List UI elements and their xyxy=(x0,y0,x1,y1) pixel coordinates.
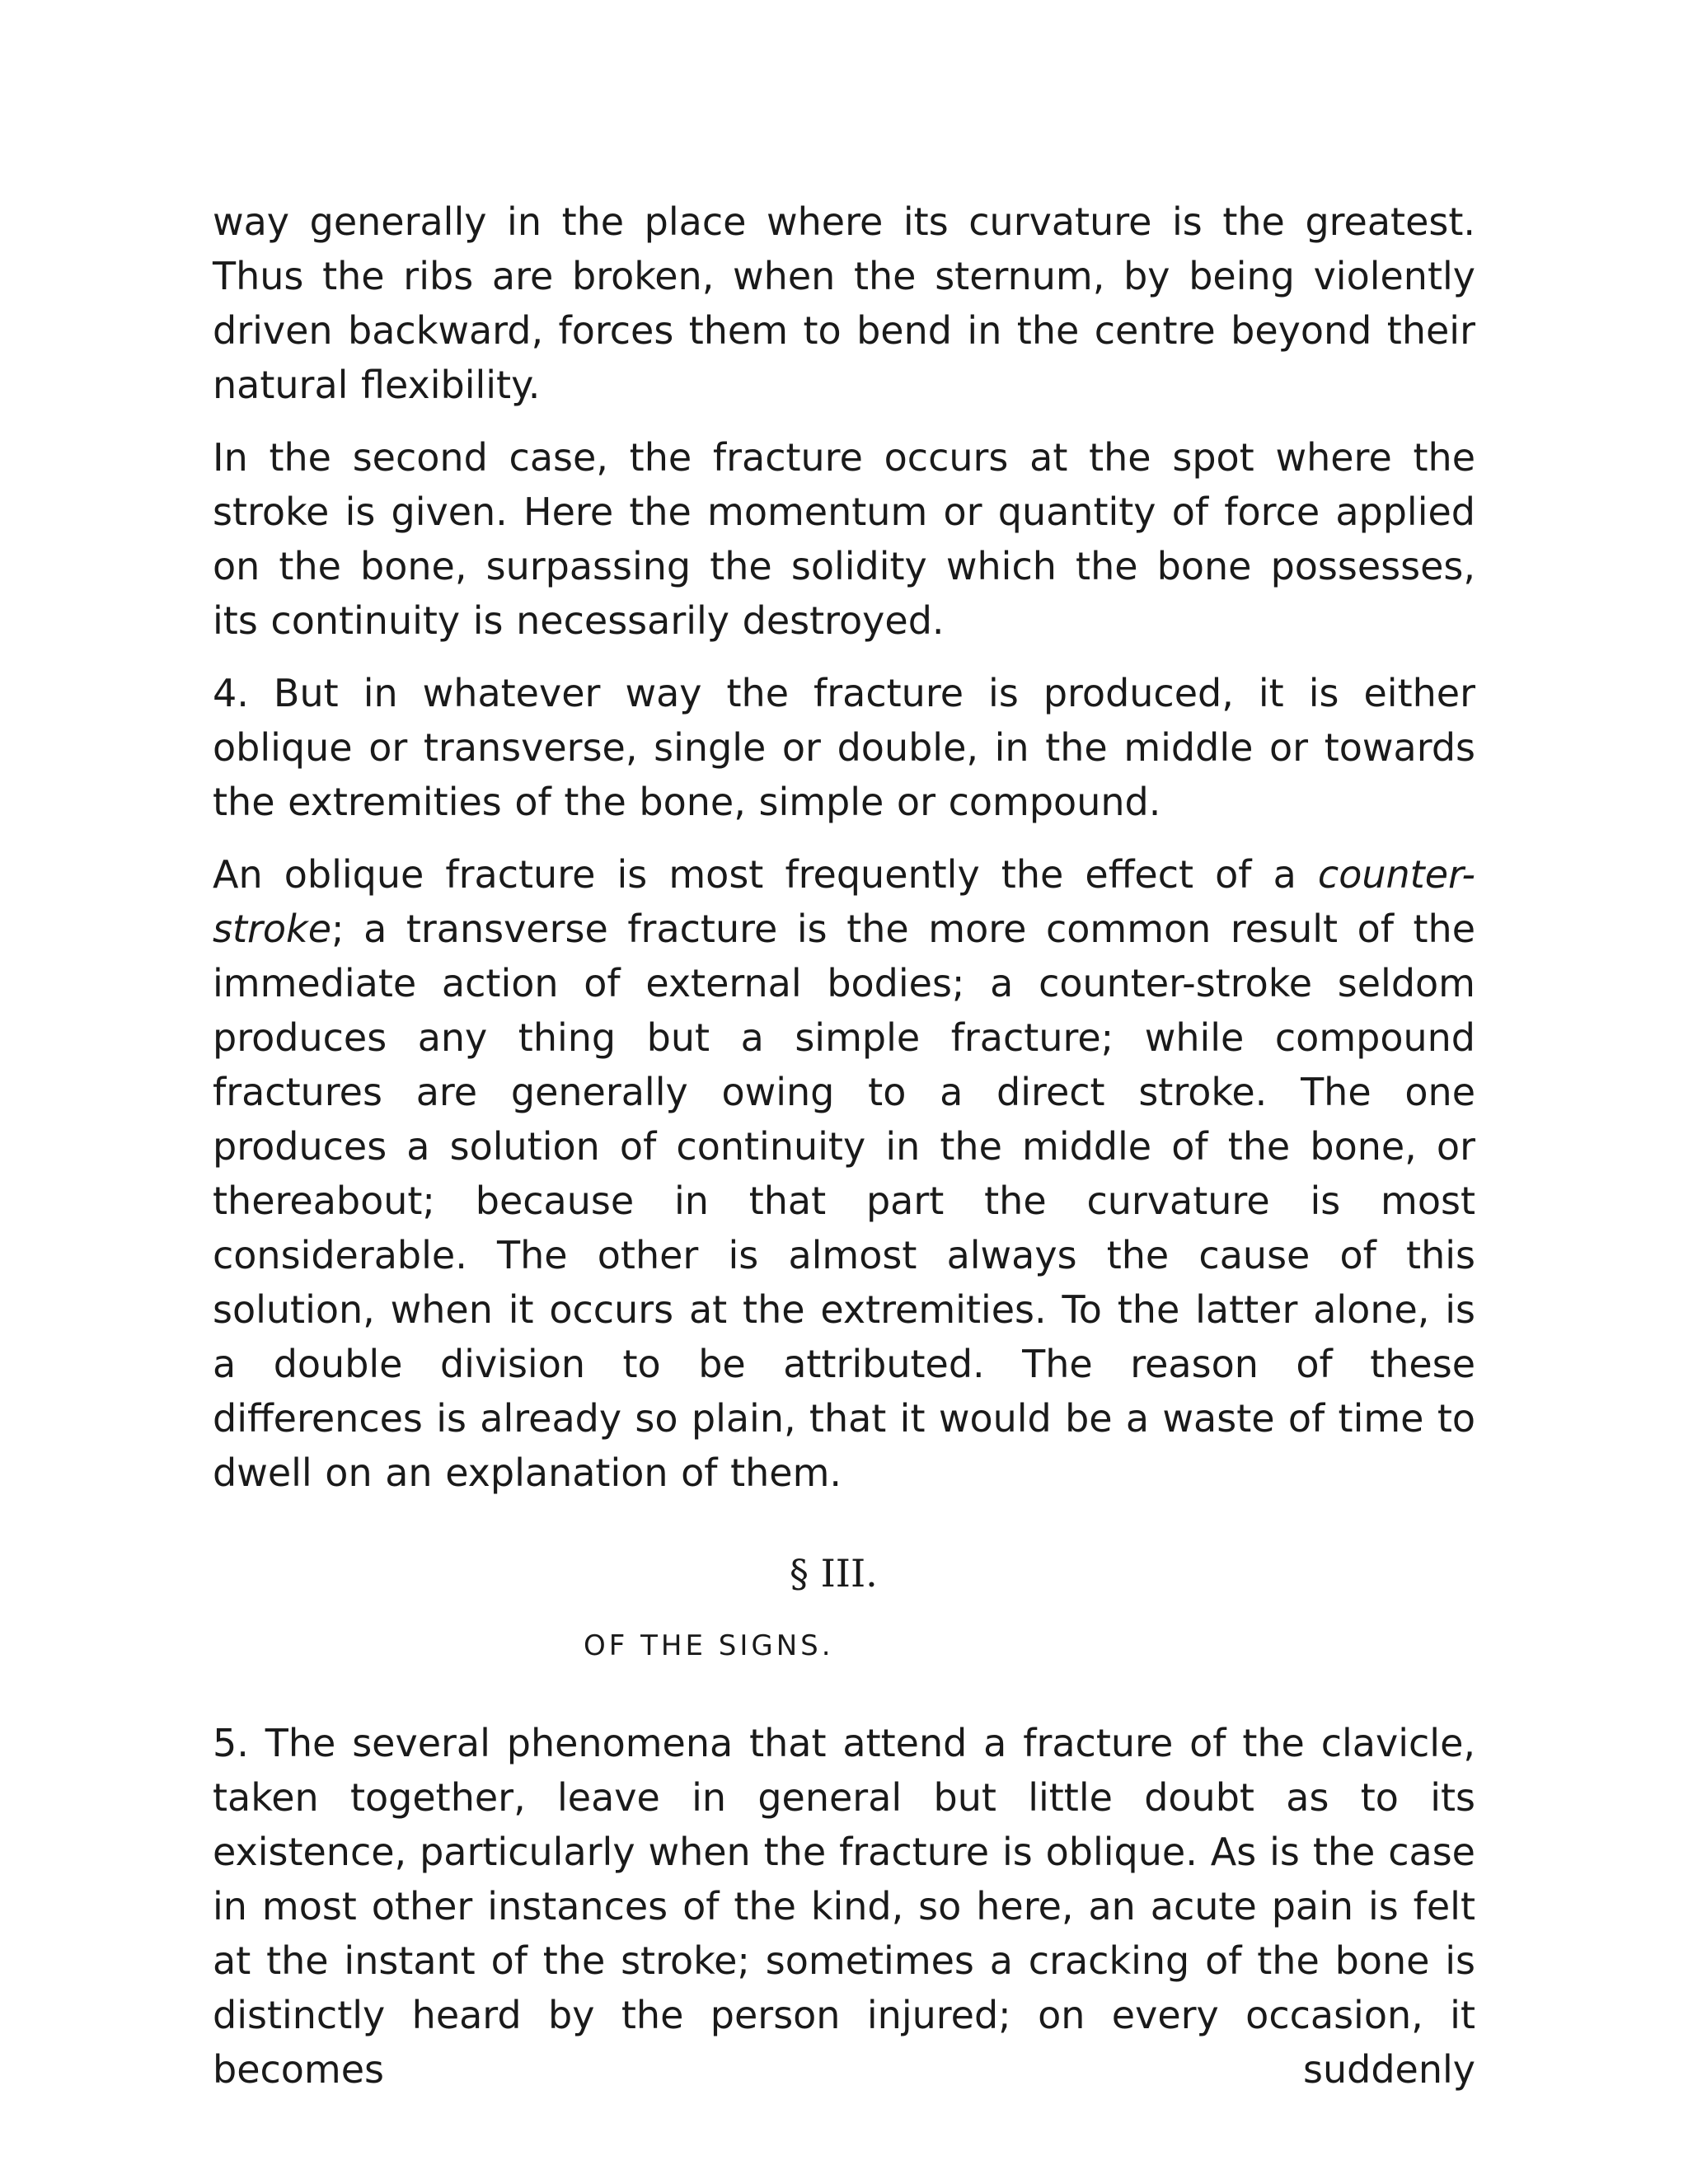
section-heading: § III. xyxy=(790,1551,878,1596)
section-subtitle: OF THE SIGNS. xyxy=(584,1629,834,1662)
paragraph-ribs: way generally in the place where its curvature is the greatest. Thus the ribs are broken, when the sternum, by being violently driven backward, forces them to bend in the centre beyond their natural flexibility. xyxy=(213,199,1475,407)
paragraph-second-case: In the second case, the fracture occurs at the spot where the stroke is given. Here the momentum or quantity of force applied on the bone, surpassing the solidity which the bone possesses, its continuity is necessarily destroyed. xyxy=(213,435,1475,643)
document-page xyxy=(213,194,1475,2115)
paragraph-signs: 5. The several phenomena that attend a fracture of the clavicle, taken together, leave in general but little doubt as to its existence, particularly when the fracture is oblique. As is the case in most other instances of the kind, so here, an acute pain is felt at the instant of the stroke; sometimes a cracking of the bone is distinctly heard by the person injured; on every occasion, it becomes suddenly xyxy=(213,1721,1475,2092)
oblique-text-emphasis: counter-stroke xyxy=(213,852,1475,951)
paragraph-fracture-types: 4. But in whatever way the fracture is produced, it is either oblique or transverse, single or double, in the middle or towards the extremities of the bone, simple or compound. xyxy=(213,671,1475,824)
oblique-text-after: ; a transverse fracture is the more common result of the immediate action of external bodies; a counter-stroke seldom produces any thing but a simple fracture; while compound fractures are generally owing to a direct stroke. The one produces a solution of continuity in the middle of the bone, or thereabout; because in that part the curvature is most considerable. The other is almost always the cause of this solution, when it occurs at the extremities. To the latter alone, is a double division to be attributed. The reason of these differences is already so plain, that it would be a waste of time to dwell on an explanation of them. xyxy=(213,907,1475,1495)
paragraph-oblique-fracture xyxy=(213,847,1475,1500)
oblique-text-before: An oblique fracture is most frequently the effect of a xyxy=(213,852,1318,897)
